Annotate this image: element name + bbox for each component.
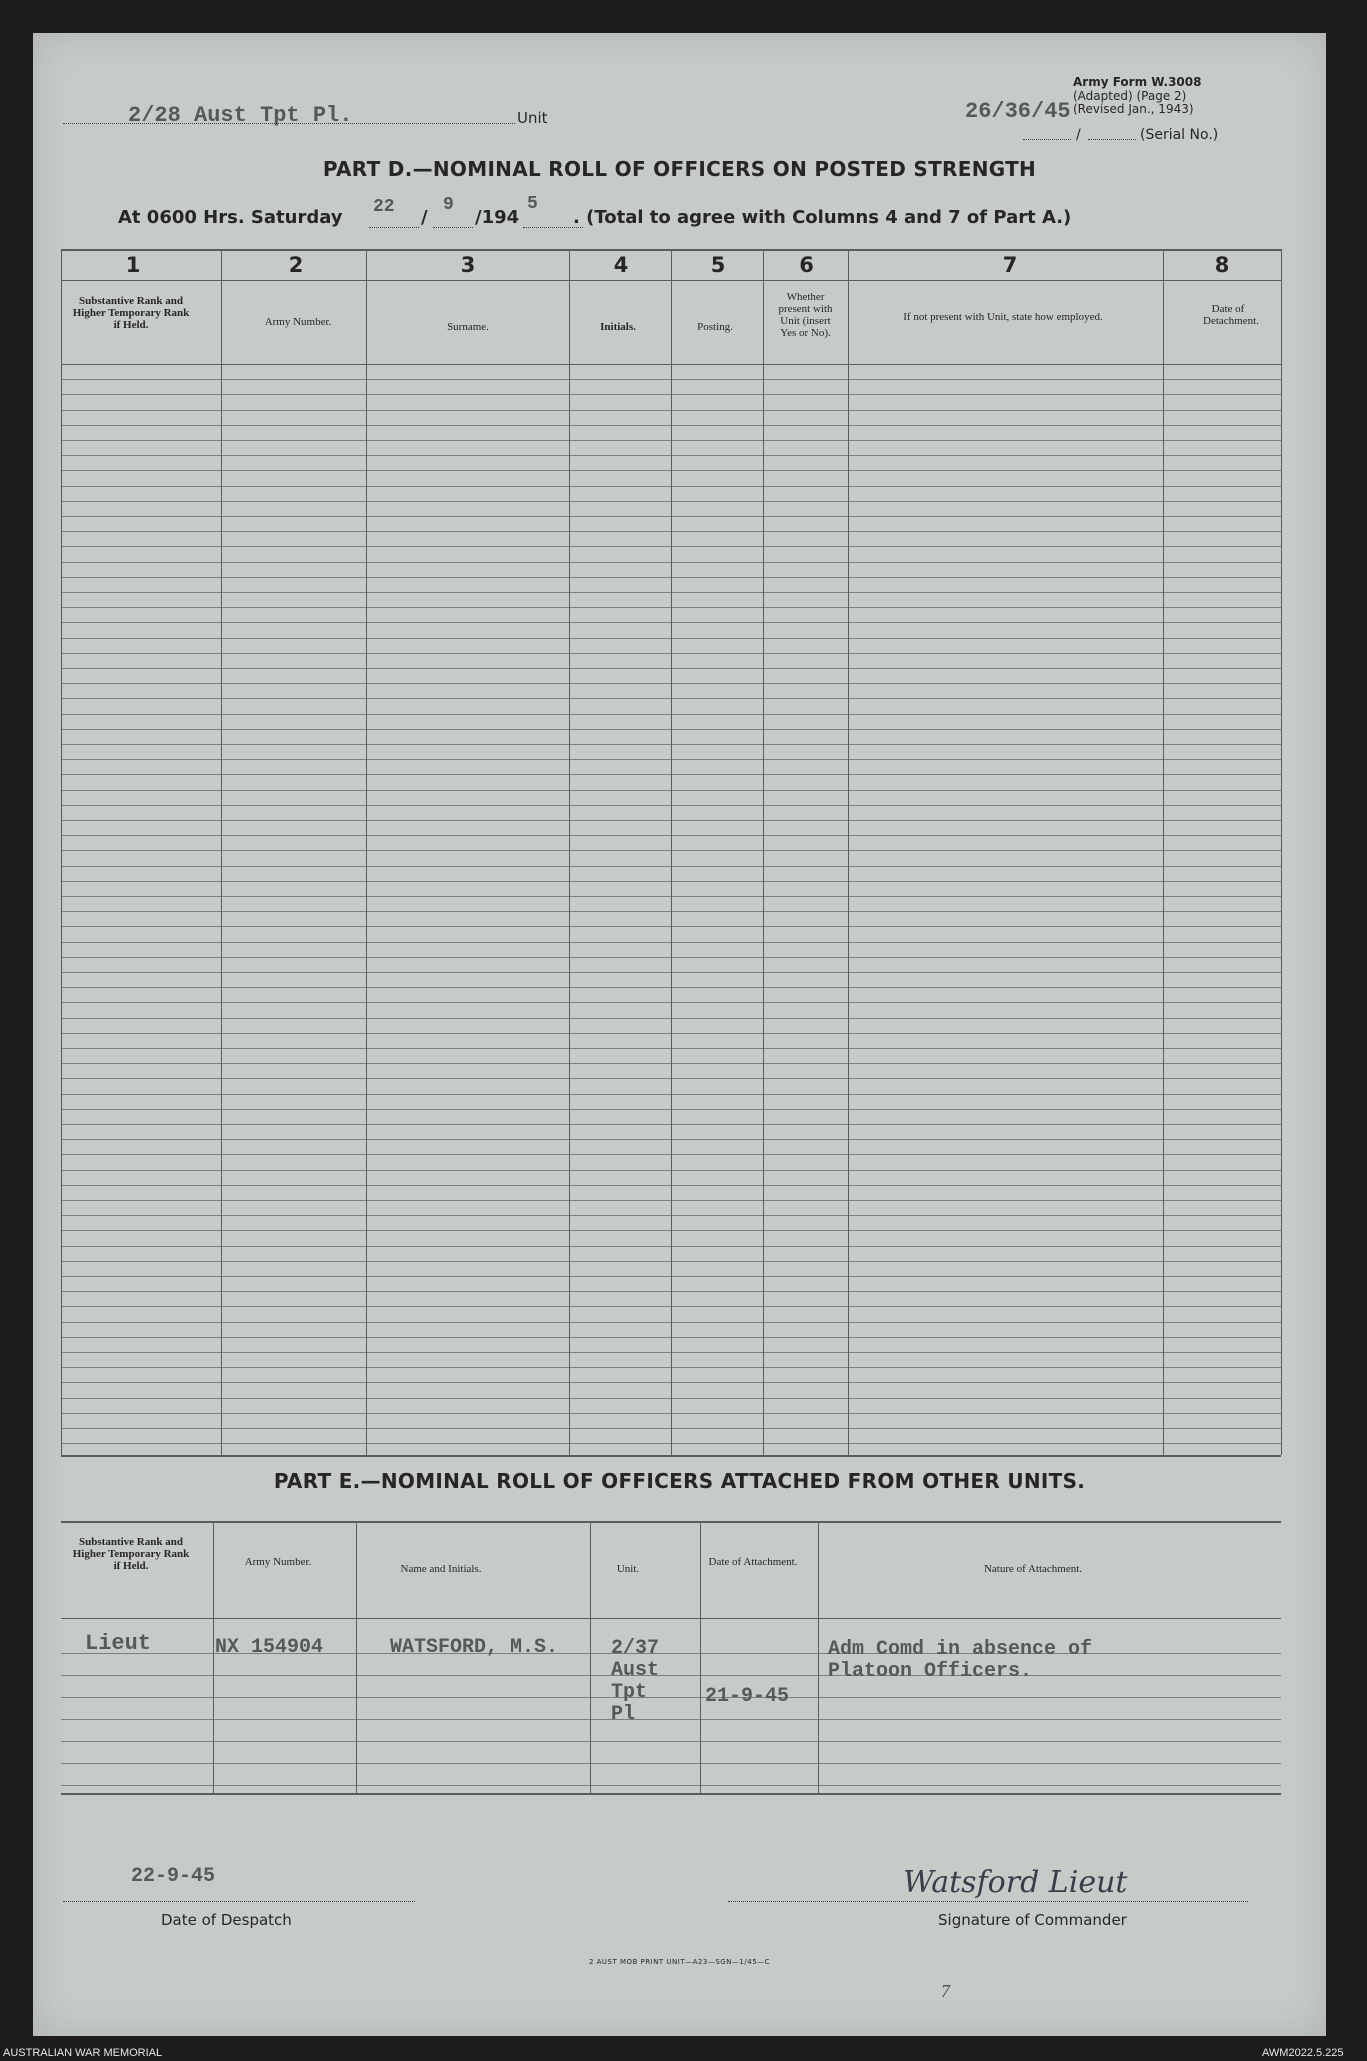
e-row-name: WATSFORD, M.S.	[390, 1636, 559, 1659]
col-header-2: Army Number.	[264, 316, 332, 328]
table-e-top-border	[61, 1521, 1281, 1523]
caption-right: AWM2022.5.225	[1262, 2047, 1344, 2059]
e-col-header-2: Army Number.	[244, 1556, 312, 1568]
date-sep1: /	[421, 207, 428, 228]
ruled-row-line	[61, 1675, 1281, 1676]
e-row-date: 21-9-45	[705, 1685, 790, 1708]
table-e-bottom-border	[61, 1793, 1281, 1795]
column-divider	[221, 249, 222, 1455]
ruled-row-line	[61, 1785, 1281, 1786]
date-day: 22	[373, 197, 395, 217]
unit-label: Unit	[517, 109, 548, 127]
e-col-header-3: Name and Initials.	[400, 1563, 482, 1575]
col-num-4: 4	[613, 253, 629, 277]
form-number: Army Form W.3008	[1073, 75, 1202, 89]
ruled-row-line	[61, 1763, 1281, 1764]
e-col-header-5: Date of Attachment.	[708, 1556, 798, 1568]
column-divider	[61, 249, 62, 1455]
column-divider	[366, 249, 367, 1455]
date-suffix: . (Total to agree with Columns 4 and 7 of Part A.)	[573, 207, 1072, 228]
column-divider	[569, 249, 570, 1455]
column-divider	[356, 1521, 357, 1793]
col-header-6: Whether present with Unit (insert Yes or No).	[778, 291, 833, 339]
col-header-5: Posting.	[697, 321, 733, 333]
e-row-unit-4: Pl	[611, 1703, 636, 1726]
date-prefix: At 0600 Hrs. Saturday	[118, 207, 343, 228]
despatch-label: Date of Despatch	[161, 1911, 292, 1929]
form-revised: (Revised Jan., 1943)	[1073, 102, 1194, 116]
table-d-bottom-border	[61, 1455, 1281, 1457]
form-sheet	[33, 33, 1326, 2036]
date-sep2: /194	[475, 207, 520, 228]
signature-label: Signature of Commander	[938, 1911, 1127, 1929]
e-row-nature-1: Adm Comd in absence of	[828, 1638, 1093, 1661]
signature-line	[728, 1901, 1248, 1902]
page-mark: 7	[941, 1981, 950, 2001]
serial-label: (Serial No.)	[1140, 127, 1219, 143]
ruled-row-line	[61, 1741, 1281, 1742]
column-divider	[763, 249, 764, 1455]
col-num-6: 6	[799, 253, 814, 277]
e-row-unit-2: Aust	[611, 1659, 660, 1682]
serial-dotted-line-1	[1023, 139, 1071, 140]
e-row-army-number: NX 154904	[215, 1636, 324, 1659]
e-row-nature-2: Platoon Officers.	[828, 1660, 1033, 1683]
col-num-8: 8	[1214, 253, 1230, 277]
column-divider	[818, 1521, 819, 1793]
commander-signature: Watsford Lieut	[903, 1865, 1128, 1900]
serial-sep: /	[1076, 127, 1081, 143]
despatch-date: 22-9-45	[131, 1865, 216, 1888]
col-header-1: Substantive Rank and Higher Temporary Rank if Held.	[72, 295, 190, 331]
col-num-3: 3	[460, 253, 476, 277]
col-header-7: If not present with Unit, state how employed.	[903, 311, 1103, 323]
e-col-header-1: Substantive Rank and Higher Temporary Rank if Held.	[72, 1536, 190, 1572]
e-row-rank: Lieut	[85, 1631, 152, 1656]
col-header-4: Initials.	[600, 321, 636, 333]
part-d-title: PART D.—NOMINAL ROLL OF OFFICERS ON POSTED STRENGTH	[322, 157, 1037, 181]
unit-value: 2/28 Aust Tpt Pl.	[128, 103, 353, 128]
print-line: 2 AUST MOB PRINT UNIT—A23—SGN—1/45—C	[588, 1958, 771, 1966]
col-header-8: Date of Detachment.	[1203, 303, 1259, 327]
despatch-line	[63, 1901, 415, 1902]
col-num-5: 5	[710, 253, 726, 277]
ruled-row-line	[61, 1697, 1281, 1698]
col-num-7: 7	[1002, 253, 1018, 277]
col-num-2: 2	[288, 253, 304, 277]
unit-dotted-line	[63, 123, 515, 124]
column-divider	[848, 249, 849, 1455]
column-divider	[1163, 249, 1164, 1455]
e-col-header-6: Nature of Attachment.	[983, 1563, 1083, 1575]
serial-value: 26/36/45	[965, 99, 1071, 124]
column-divider	[700, 1521, 701, 1793]
e-row-unit-1: 2/37	[611, 1637, 660, 1660]
ruled-row-line	[61, 1719, 1281, 1720]
col-num-1: 1	[125, 253, 141, 277]
e-row-unit-3: Tpt	[611, 1681, 648, 1704]
date-year: 5	[527, 194, 538, 214]
e-col-header-4: Unit.	[616, 1563, 640, 1575]
col-header-3: Surname.	[447, 321, 489, 333]
table-e-header-border	[61, 1618, 1281, 1619]
form-adapted: (Adapted) (Page 2)	[1073, 89, 1187, 103]
column-divider	[590, 1521, 591, 1793]
caption-left: AUSTRALIAN WAR MEMORIAL	[3, 2047, 163, 2059]
column-divider	[671, 249, 672, 1455]
part-e-title: PART E.—NOMINAL ROLL OF OFFICERS ATTACHED FROM OTHER UNITS.	[273, 1469, 1086, 1493]
serial-dotted-line-2	[1088, 139, 1136, 140]
column-divider	[213, 1521, 214, 1793]
column-divider	[1281, 249, 1282, 1455]
date-day-line	[369, 227, 419, 228]
date-month: 9	[443, 195, 454, 215]
date-month-line	[433, 227, 473, 228]
